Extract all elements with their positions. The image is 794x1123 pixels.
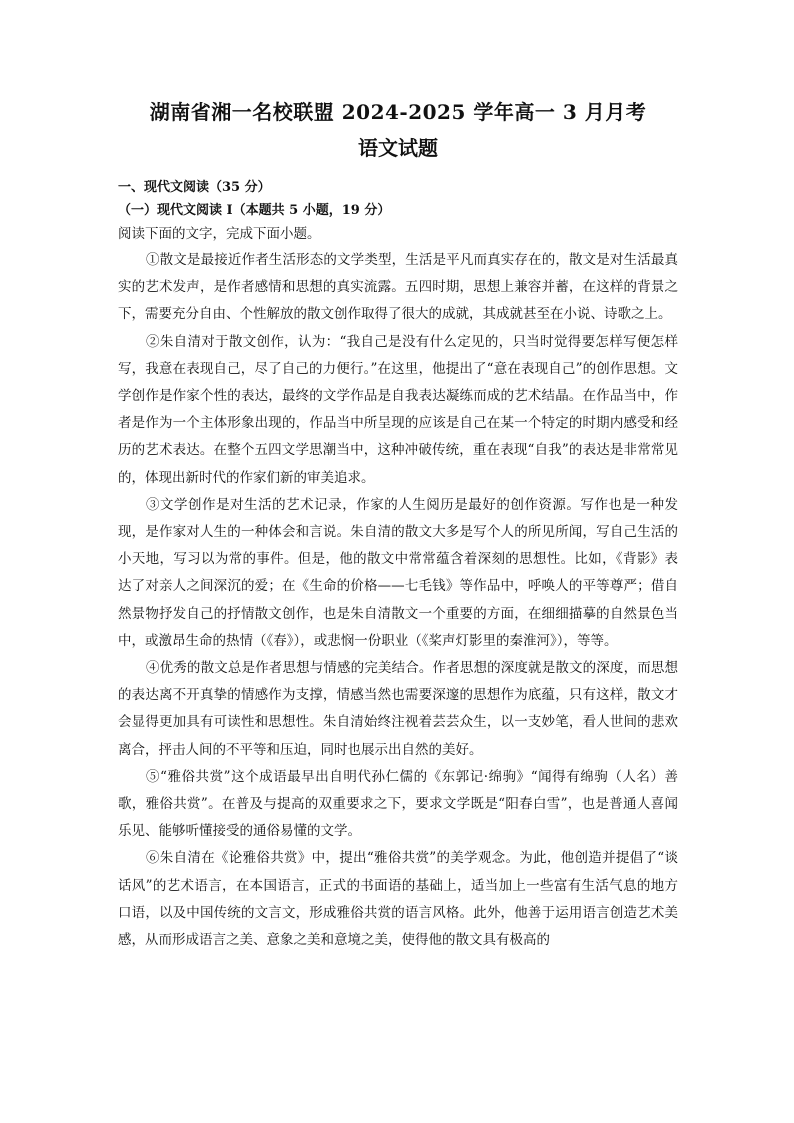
- exam-title: 湖南省湘一名校联盟 2024-2025 学年高一 3 月月考: [149, 100, 647, 124]
- paragraph-6: ⑥朱自清在《论雅俗共赏》中，提出“雅俗共赏”的美学观念。为此，他创造并提倡了“谈话风”的艺术语言，在本国语言，正式的书面语的基础上，适当加上一些富有生活气息的地方口语，以及中国传统的文言文，形成雅俗共赏的语言风格。此外，他善于运用语言创造艺术美感，从而形成语言之美、意象之美和意境之美，使得他的散文具有极高的: [118, 850, 678, 949]
- paragraph-3: ③文学创作是对生活的艺术记录，作家的人生阅历是最好的创作资源。写作也是一种发现，是作家对人生的一种体会和言说。朱自清的散文大多是写个人的所见所闻，写自己生活的小天地，写习以为常的事件。但是，他的散文中常常蕴含着深刻的思想性。比如，《背影》表达了对亲人之间深沉的爱；在《生命的价格——七毛钱》等作品中，呼唤人的平等尊严；借自然景物抒发自己的抒情散文创作，也是朱自清散文一个重要的方面，在细细描摹的自然景色当中，或激昂生命的热情（《春》），或悲悯一份职业（《桨声灯影里的秦淮河》），等等。: [118, 496, 678, 649]
- paragraph-4: ④优秀的散文总是作者思想与情感的完美结合。作者思想的深度就是散文的深度，而思想的表达离不开真挚的情感作为支撑，情感当然也需要深邃的思想作为底蕴，只有这样，散文才会显得更加具有可读性和思想性。朱自清始终注视着芸芸众生，以一支妙笔，看人世间的悲欢离合，抨击人间的不平等和压迫，同时也展示出自然的美好。: [118, 660, 678, 758]
- paragraph-5: ⑤“雅俗共赏”这个成语最早出自明代孙仁儒的《东郭记·绵驹》“闻得有绵驹（人名）善歌，雅俗共赏”。在普及与提高的双重要求之下，要求文学既是“阳春白雪”，也是普通人喜闻乐见、能够听懂接受的通俗易懂的文学。: [118, 768, 678, 840]
- section-heading: 一、现代文阅读（35 分）: [118, 180, 271, 195]
- paragraph-2: ②朱自清对于散文创作，认为：“我自己是没有什么定见的，只当时觉得要怎样写便怎样写，我意在表现自己，尽了自己的力便行。”在这里，他提出了“意在表现自己”的创作思想。文学创作是作家个性的表达，最终的文学作品是自我表达凝练而成的艺术结晶。在作品当中，作者是作为一个主体形象出现的，作品当中所呈现的应该是自己在某一个特定的时期内感受和经历的艺术表达。在整个五四文学思潮当中，这种冲破传统，重在表现“自我”的表达是非常常见的，体现出新时代的作家们新的审美追求。: [118, 333, 678, 486]
- reading-instruction: 阅读下面的文字，完成下面小题。: [118, 226, 321, 242]
- exam-subtitle: 语文试题: [358, 136, 438, 160]
- document-page: [118, 98, 678, 954]
- paragraph-1: ①散文是最接近作者生活形态的文学类型，生活是平凡而真实存在的，散文是对生活最真实的艺术发声，是作者感情和思想的真实流露。五四时期，思想上兼容并蓄，在这样的背景之下，需要充分自由、个性解放的散文创作取得了很大的成就，其成就甚至在小说、诗歌之上。: [118, 252, 678, 323]
- subsection-heading: （一）现代文阅读 I（本题共 5 小题，19 分）: [118, 203, 391, 218]
